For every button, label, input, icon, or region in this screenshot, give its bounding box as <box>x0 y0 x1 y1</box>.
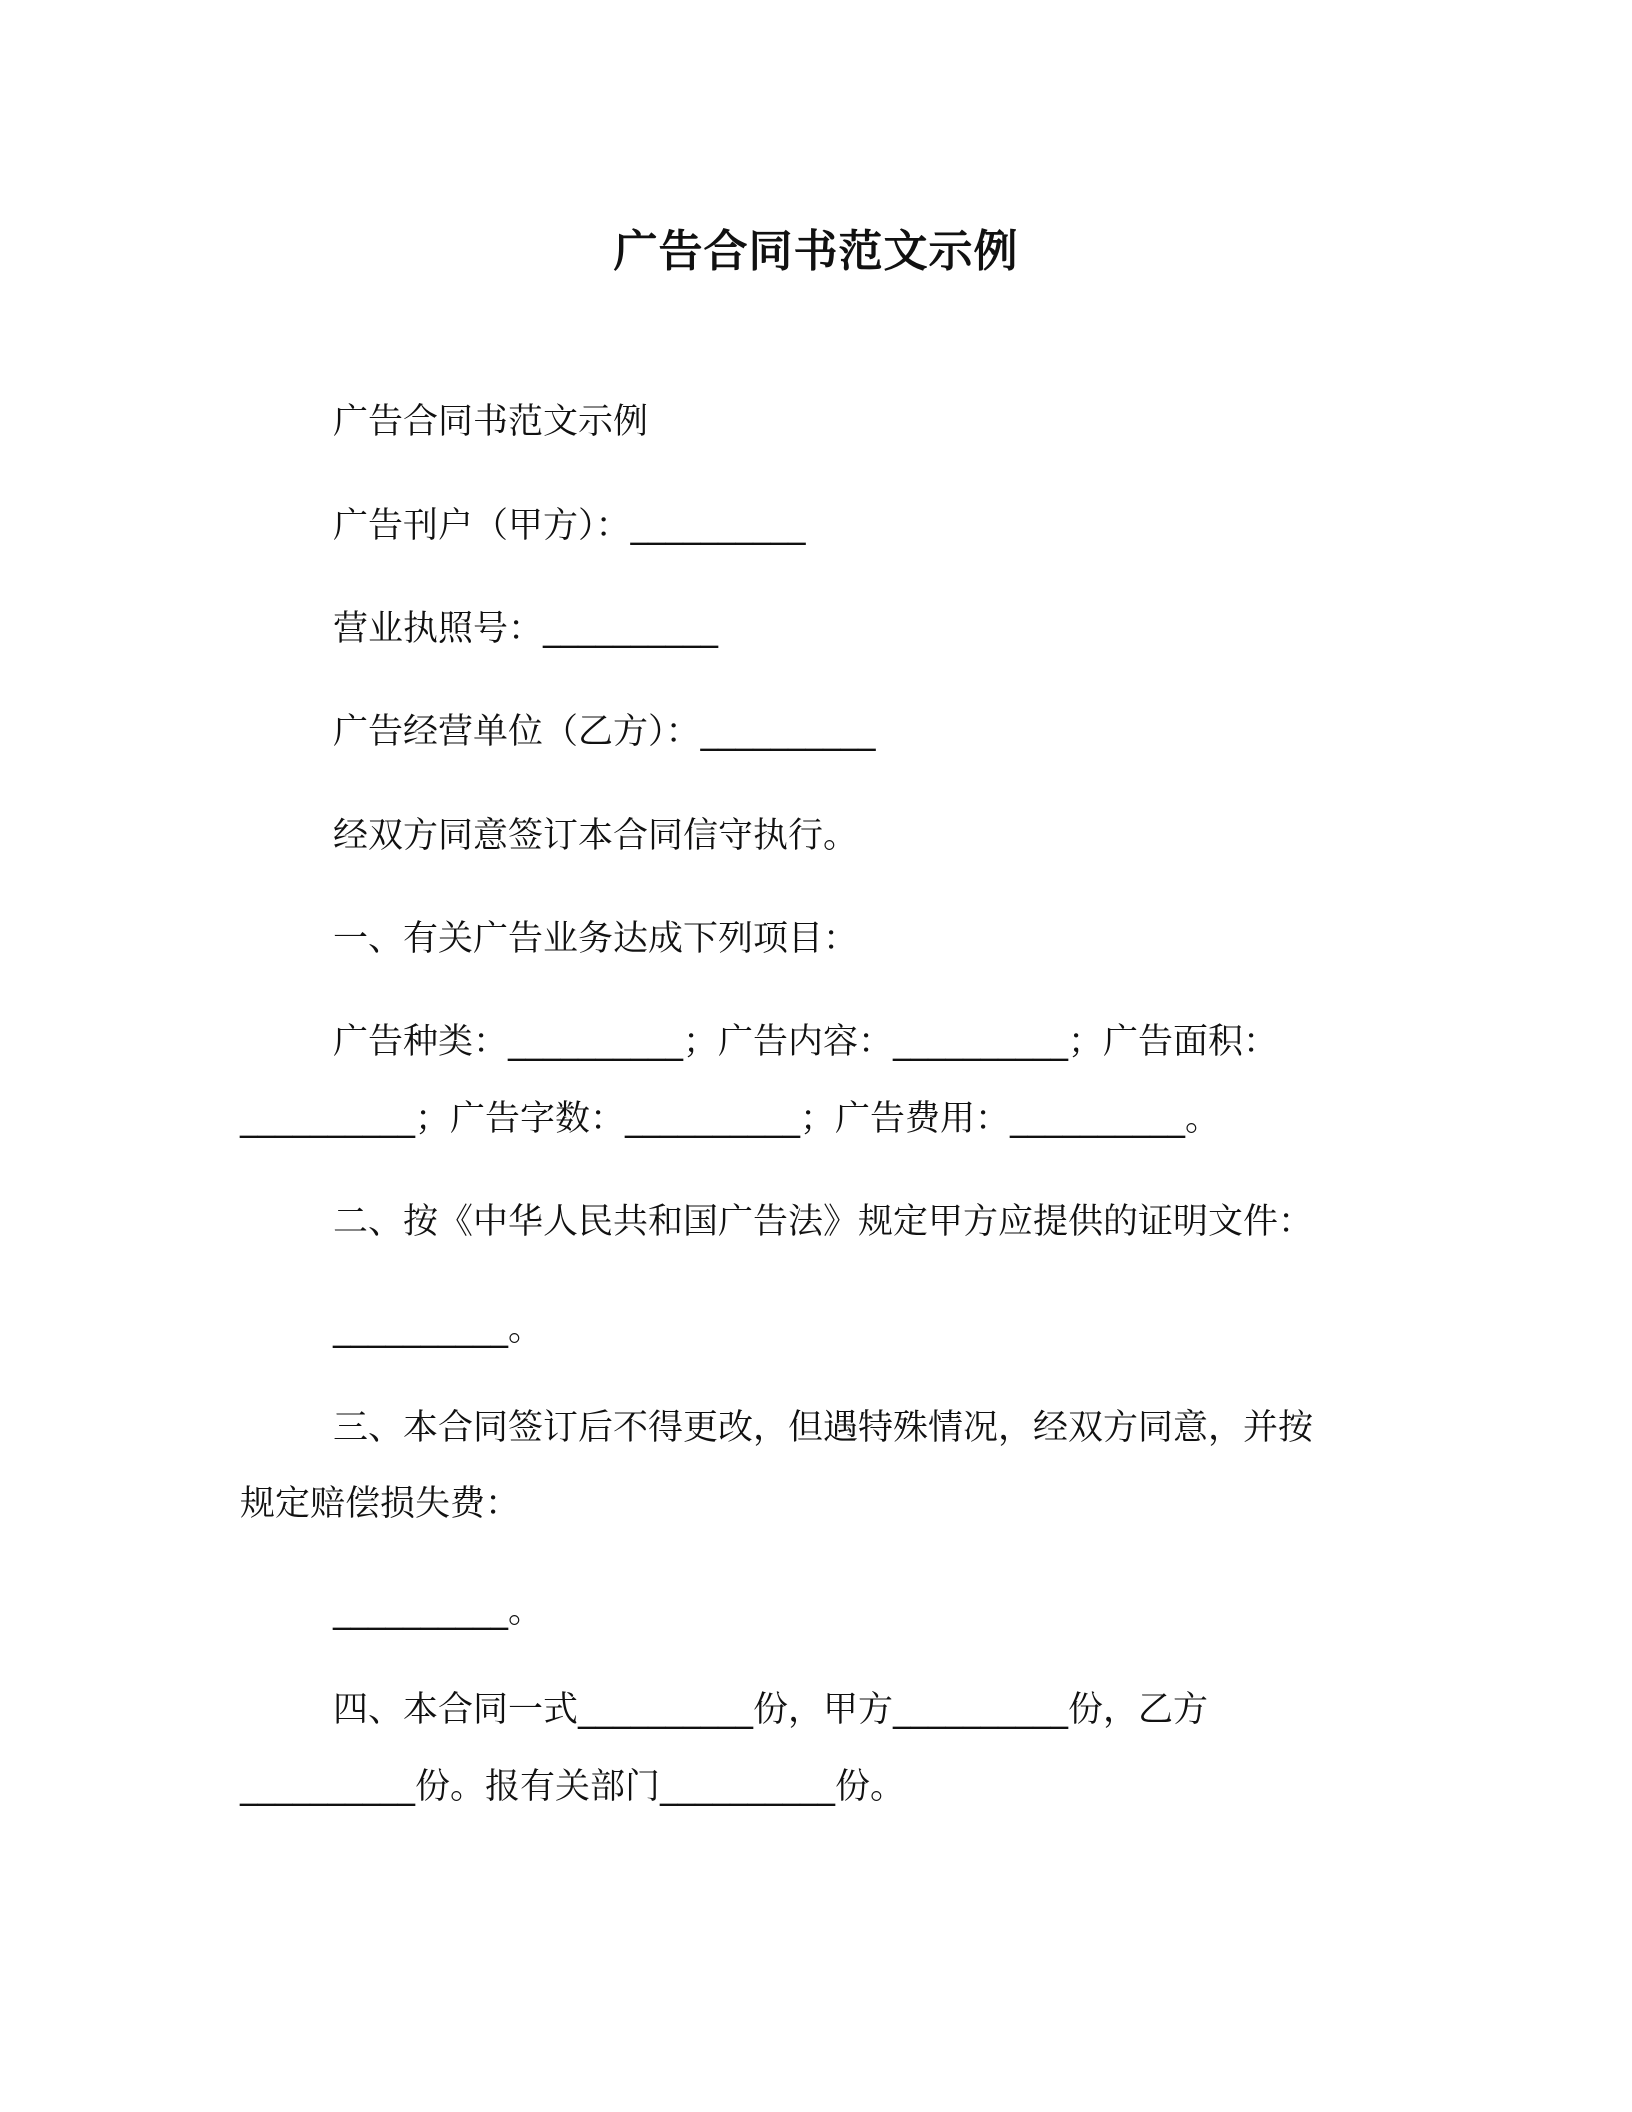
section-four-line-1: 四、本合同一式__________份，甲方__________份，乙方 <box>333 1690 1209 1730</box>
party-a-line: 广告刊户（甲方）：__________ <box>333 506 806 546</box>
section-three-blank: __________。 <box>333 1591 544 1631</box>
section-one-heading: 一、有关广告业务达成下列项目： <box>333 919 859 959</box>
ad-items-line-2: __________；广告字数：__________；广告费用：__________。 <box>240 1099 1221 1139</box>
party-b-line: 广告经营单位（乙方）：__________ <box>333 712 876 752</box>
section-two-blank: __________。 <box>333 1309 544 1349</box>
license-number-line: 营业执照号：__________ <box>333 609 719 649</box>
document-title: 广告合同书范文示例 <box>613 226 1019 277</box>
ad-items-line-1: 广告种类：__________；广告内容：__________；广告面积： <box>333 1022 1279 1062</box>
section-three-line-1: 三、本合同签订后不得更改，但遇特殊情况，经双方同意，并按 <box>333 1408 1314 1448</box>
subtitle-line: 广告合同书范文示例 <box>333 402 649 442</box>
agreement-line: 经双方同意签订本合同信守执行。 <box>333 816 859 856</box>
section-four-line-2: __________份。报有关部门__________份。 <box>240 1767 906 1807</box>
section-three-line-2: 规定赔偿损失费： <box>240 1484 521 1524</box>
section-two-heading: 二、按《中华人民共和国广告法》规定甲方应提供的证明文件： <box>333 1202 1314 1242</box>
